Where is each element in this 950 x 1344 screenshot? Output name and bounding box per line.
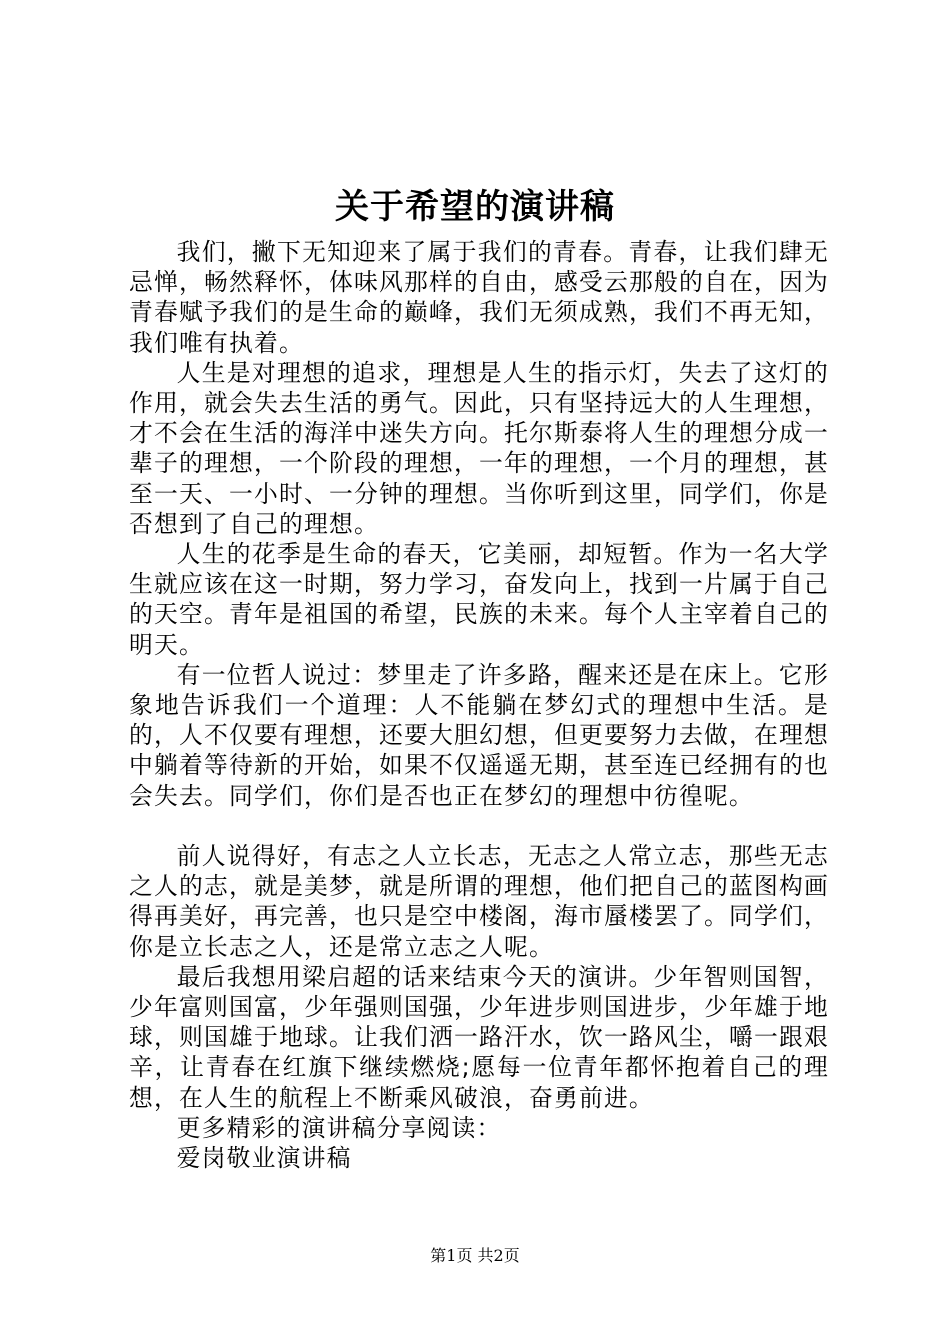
paragraph-1: 我们，撇下无知迎来了属于我们的青春。青春，让我们肆无忌惮，畅然释怀，体味风那样的自由，感受云那般的自在，因为青春赋予我们的是生命的巅峰，我们无须成熟，我们不再无知，我们唯有执着。 <box>129 238 829 357</box>
more-reading-label: 更多精彩的演讲稿分享阅读： <box>176 1113 502 1142</box>
paragraph-6: 最后我想用梁启超的话来结束今天的演讲。少年智则国智，少年富则国富，少年强则国强，少年进步则国进步，少年雄于地球，则国雄于地球。让我们洒一路汗水，饮一路风尘，嚼一跟艰辛，让青春在红旗下继续燃烧;愿每一位青年都怀抱着自己的理想，在人生的航程上不断乘风破浪，奋勇前进。 <box>129 962 829 1112</box>
page-footer: 第1页 共2页 <box>430 1246 520 1265</box>
paragraph-5: 前人说得好，有志之人立长志，无志之人常立志，那些无志之人的志，就是美梦，就是所谓的理想，他们把自己的蓝图构画得再美好，再完善，也只是空中楼阁，海市蜃楼罢了。同学们，你是立长志之人，还是常立志之人呢。 <box>129 842 829 961</box>
related-article-link[interactable]: 爱岗敬业演讲稿 <box>176 1144 352 1173</box>
paragraph-3: 人生的花季是生命的春天，它美丽，却短暂。作为一名大学生就应该在这一时期，努力学习，奋发向上，找到一片属于自己的天空。青年是祖国的希望，民族的未来。每个人主宰着自己的明天。 <box>129 540 829 659</box>
document-title: 关于希望的演讲稿 <box>335 187 615 227</box>
paragraph-2: 人生是对理想的追求，理想是人生的指示灯，失去了这灯的作用，就会失去生活的勇气。因此，只有坚持远大的人生理想，才不会在生活的海洋中迷失方向。托尔斯泰将人生的理想分成一辈子的理想，一个阶段的理想，一年的理想，一个月的理想，甚至一天、一小时、一分钟的理想。当你听到这里，同学们，你是否想到了自己的理想。 <box>129 358 829 538</box>
paragraph-4: 有一位哲人说过：梦里走了许多路，醒来还是在床上。它形象地告诉我们一个道理：人不能躺在梦幻式的理想中生活。是的，人不仅要有理想，还要大胆幻想，但更要努力去做，在理想中躺着等待新的开始，如果不仅遥遥无期，甚至连已经拥有的也会失去。同学们，你们是否也正在梦幻的理想中彷徨呢。 <box>129 660 829 810</box>
document-body <box>129 237 829 1173</box>
